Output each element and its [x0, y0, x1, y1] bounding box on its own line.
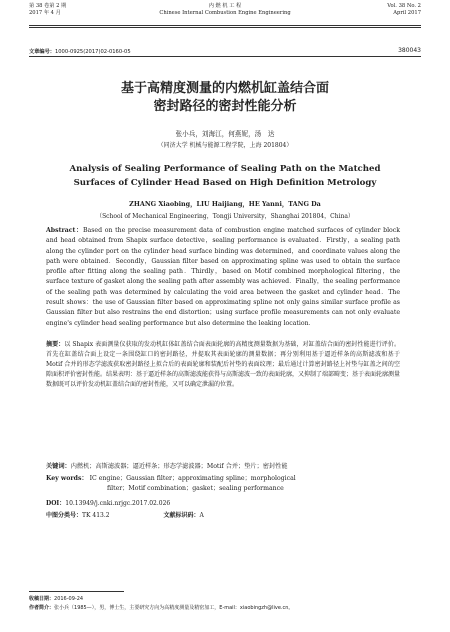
running-header — [29, 3, 421, 27]
footnote-author — [29, 604, 293, 611]
article-number-rule — [29, 56, 421, 57]
footnote-rule — [29, 591, 124, 592]
abstract-cn-label: 摘要： — [46, 341, 65, 348]
received-label: 收稿日期： — [29, 596, 55, 602]
doi-label: DOI： — [46, 500, 66, 507]
document-code-label: 文献标识码： — [163, 512, 200, 519]
header-rule-top — [29, 25, 421, 26]
authors-en: ZHANG Xiaobing，LIU Haijiang，HE Yanni，TANG Da — [129, 200, 321, 208]
article-number — [29, 48, 131, 55]
keywords-cn-text: 内燃机；高斯滤波器；逼近样条；形态学滤波器；Motif 合并；垫片；密封性能 — [70, 463, 288, 470]
article-number-label: 文章编号： — [29, 49, 55, 55]
classification — [46, 510, 204, 519]
abstract-cn — [46, 340, 400, 390]
abstract-en — [46, 226, 400, 329]
article-number-value: 1000-0925(2017)02-0160-05 — [54, 49, 131, 55]
keywords-en — [46, 474, 400, 494]
received-value: 2016-09-24 — [54, 596, 84, 602]
affiliation-cn: （同济大学 机械与能源工程学院，上海 201804） — [157, 142, 293, 149]
title-en-line2: Surfaces of Cylinder Head Based on High Definition Metrology — [73, 178, 377, 188]
keywords-en-line1: IC engine；Gaussian filter；approximating spline；morphological — [89, 475, 296, 482]
keywords-cn-label: 关键词： — [46, 463, 71, 470]
affiliation-en: （School of Mechanical Engineering，Tongji University，Shanghai 201804，China） — [96, 213, 354, 220]
keywords-en-label: Key words： — [46, 475, 88, 482]
abstract-en-text: Based on the precise measurement data of combustion engine matched surfaces of cylinder block and head obtained from Shapix surface detective，sealing performance is evaluated．Firstly，a sealing path along the cylinder port on the cylinder head surface binding was determined，and coordinate values along the path were obtained．Secondly，Gaussian filter based on approximating spline was used to obtain the surface profile after fitting along the sealing path．Thirdly，based on Motif combined morphological filtering，the surface texture of gasket along the sealing path after assembly was achieved．Finally，the sealing performance of the sealing path was determined by calculating the void area between the gasket and cylinder head．The result shows：the use of Gaussian filter based on approximating spline not only gains similar surface profile as Gaussian filter but also restrains the end distortion；using surface profile measurements can not only evaluate engine's cylinder head sealing performance but also determine the leaking location． — [46, 227, 400, 327]
document-code-value: A — [199, 512, 204, 519]
title-en-line1: Analysis of Sealing Performance of Sealing Path on the Matched — [69, 164, 381, 174]
header-rule-bottom — [29, 27, 421, 28]
header-volume-en: Vol. 38 No. 2 — [387, 3, 421, 9]
classification-value: TK 413.2 — [82, 512, 110, 519]
article-id: 380043 — [398, 47, 421, 54]
journal-name-cn: 内 燃 机 工 程 — [208, 3, 242, 9]
header-center — [29, 3, 421, 17]
classification-label: 中图分类号： — [46, 512, 83, 519]
abstract-cn-text: 以 Shapix 表面测量仪获取的发动机缸体缸盖结合面表面轮廓的高精度测量数据为基础，对缸盖结合面的密封性能进行评价。首先在缸盖结合面上设定一条围绕缸口的密封路径，并提取其表面轮廓的测量数据；再分别利用基于逼近样条的高斯滤波和基于 Motif 合并的形态学滤波获取密封路径上拟合后的表面轮廓和装配后衬垫的表面纹理；最后通过计算密封路径上衬垫与缸盖之间的空隙面积评价密封性能。结果表明：基于逼近样条的高斯滤波能获得与高斯滤波一致的表面轮廓，又抑制了端部畸变；基于表面轮廓测量数据既可以评价发动机缸盖结合面的密封性能，又可以确定泄漏的位置。 — [46, 341, 401, 389]
header-date-cn: 2017 年 4 月 — [29, 10, 61, 16]
header-right — [387, 3, 421, 17]
journal-name-en: Chinese Internal Combustion Engine Engineering — [159, 10, 291, 16]
author-bio-label: 作者简介： — [29, 605, 55, 611]
keywords-cn — [46, 462, 400, 472]
title-cn-line1: 基于高精度测量的内燃机缸盖结合面 — [120, 81, 329, 96]
title-cn-line2: 密封路径的密封性能分析 — [153, 99, 297, 114]
author-bio-value: 张小兵（1985—），男，博士生，主要研究方向为高精度测量及精密加工，E-mail：xiaobingzh@live.cn。 — [54, 605, 294, 611]
footnote-received — [29, 595, 83, 602]
header-volume-cn: 第 38 卷第 2 期 — [29, 3, 67, 9]
keywords-en-line2: filter；Motif combination；gasket；sealing performance — [107, 485, 284, 493]
doi — [46, 498, 170, 507]
doi-value: 10.13949/j.cnki.nrjgc.2017.02.026 — [65, 500, 171, 507]
abstract-en-label: Abstract： — [46, 227, 83, 234]
authors-cn: 张小兵，刘海江，何燕妮，汤 达 — [175, 130, 275, 138]
header-date-en: April 2017 — [393, 10, 421, 16]
